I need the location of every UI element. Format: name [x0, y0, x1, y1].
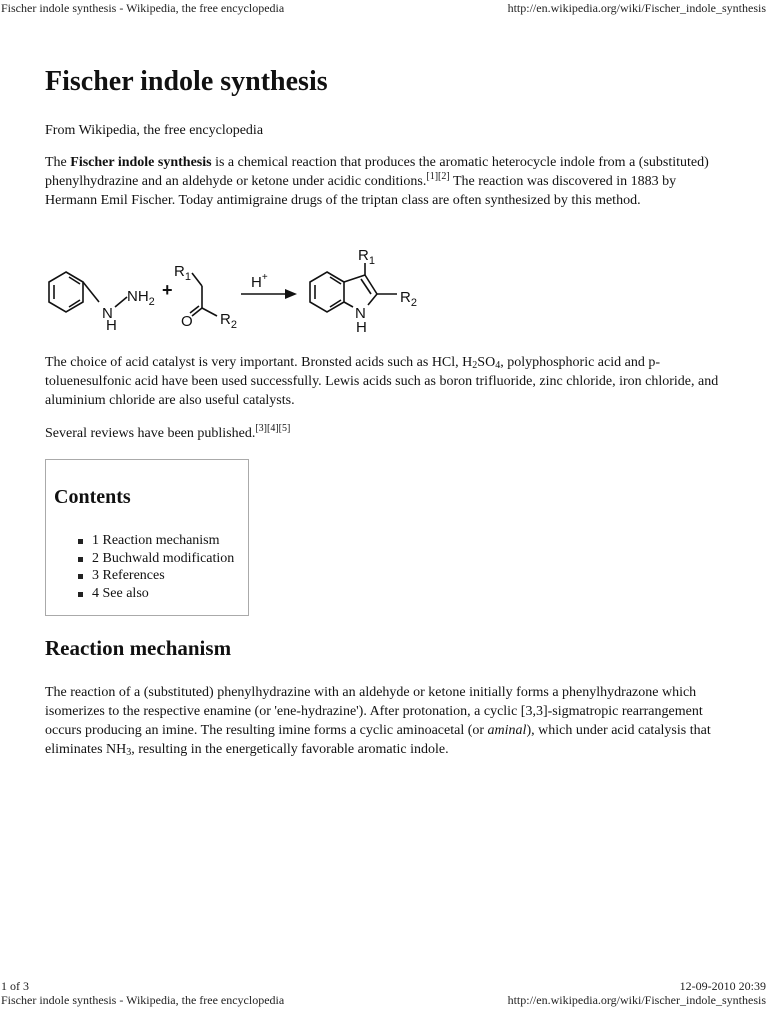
page-title: Fischer indole synthesis	[45, 66, 328, 97]
acid-catalyst-paragraph: The choice of acid catalyst is very important. Bronsted acids such as HCl, $H_2SO_4$, polyphosphoric acid and p-toluenesulfonic acid have been used successfully. Lewis acids such as boron trifluoride, zinc chloride, iron chloride, and aluminium chloride are also useful catalysts.	[45, 355, 719, 408]
intro-paragraph: The Fischer indole synthesis is a chemical reaction that produces the aromatic heterocycle indole from a (substituted) phenylhydrazine and an aldehyde or ketone under acidic conditions.[1][2] The reaction was discovered in 1883 by Hermann Emil Fischer. Today antimigraine drugs of the triptan class are often synthesized by this method.	[45, 155, 709, 208]
intro-bold-term: Fischer indole synthesis	[70, 155, 212, 170]
toc-list	[76, 532, 234, 602]
print-footer-title: Fischer indole synthesis - Wikipedia, the free encyclopedia	[1, 993, 285, 1007]
citation-1-link[interactable]: [1]	[426, 171, 439, 182]
reagent-r1-label: $R_1$	[174, 263, 191, 283]
indole-skeleton	[310, 263, 397, 312]
reagent-r2-label: $R_2$	[220, 311, 237, 331]
plus-sign: +	[162, 280, 173, 300]
toc-title: Contents	[54, 486, 131, 508]
carbonyl-compound	[190, 273, 217, 316]
site-subtitle: From Wikipedia, the free encyclopedia	[45, 123, 264, 138]
acid-catalyst-label: H+	[251, 272, 268, 291]
reaction-arrow-head	[285, 289, 297, 299]
toc-item	[76, 585, 234, 603]
toc-item	[76, 532, 234, 550]
indole-h-label: H	[356, 319, 367, 336]
citation-5-link[interactable]: [5]	[278, 423, 291, 434]
print-footer-page: 1 of 3	[1, 979, 29, 993]
print-header-url: http://en.wikipedia.org/wiki/Fischer_indole_synthesis	[507, 1, 766, 15]
amine-label: $NH_2$	[127, 288, 155, 308]
section-heading-reaction-mechanism: Reaction mechanism	[45, 636, 232, 660]
carbonyl-o-label: O	[181, 313, 193, 330]
mechanism-paragraph: The reaction of a (substituted) phenylhydrazine with an aldehyde or ketone initially forms a phenylhydrazone which isomerizes to the respective enamine (or 'ene-hydrazine'). After protonation, a cyclic [3,3]-sigmatropic rearrangement occurs producing an imine. The resulting imine forms a cyclic aminoacetal (or aminal), which under acid catalysis that eliminates $NH_3$, resulting in the energetically favorable aromatic indole.	[45, 685, 711, 758]
hydrazine-n-label: N	[102, 305, 113, 322]
citation-3-link[interactable]: [3]	[255, 423, 267, 434]
hydrazine-h-label: H	[106, 317, 117, 334]
print-header-title: Fischer indole synthesis - Wikipedia, the free encyclopedia	[1, 1, 285, 15]
indole-n-label: N	[355, 305, 366, 322]
print-footer-datetime: 12-09-2010 20:39	[679, 979, 766, 993]
print-footer-url: http://en.wikipedia.org/wiki/Fischer_indole_synthesis	[507, 993, 766, 1007]
toc-link-references[interactable]: 3 References	[92, 568, 165, 583]
citation-2-link[interactable]: [2]	[438, 171, 450, 182]
toc-item	[76, 567, 234, 585]
phenyl-ring	[49, 272, 127, 312]
indole-r1-label: $R_1$	[358, 247, 375, 267]
citation-4-link[interactable]: [4]	[267, 423, 279, 434]
toc-link-buchwald-modification[interactable]: 2 Buchwald modification	[92, 550, 235, 566]
toc-link-reaction-mechanism[interactable]: 1 Reaction mechanism	[92, 533, 220, 548]
reviews-paragraph: Several reviews have been published.[3][4][5]	[45, 423, 291, 441]
toc-link-see-also[interactable]: 4 See also	[92, 585, 149, 601]
indole-r2-label: $R_2$	[400, 289, 417, 309]
toc-item	[76, 550, 234, 568]
table-of-contents	[45, 459, 249, 616]
reaction-scheme	[45, 246, 435, 338]
